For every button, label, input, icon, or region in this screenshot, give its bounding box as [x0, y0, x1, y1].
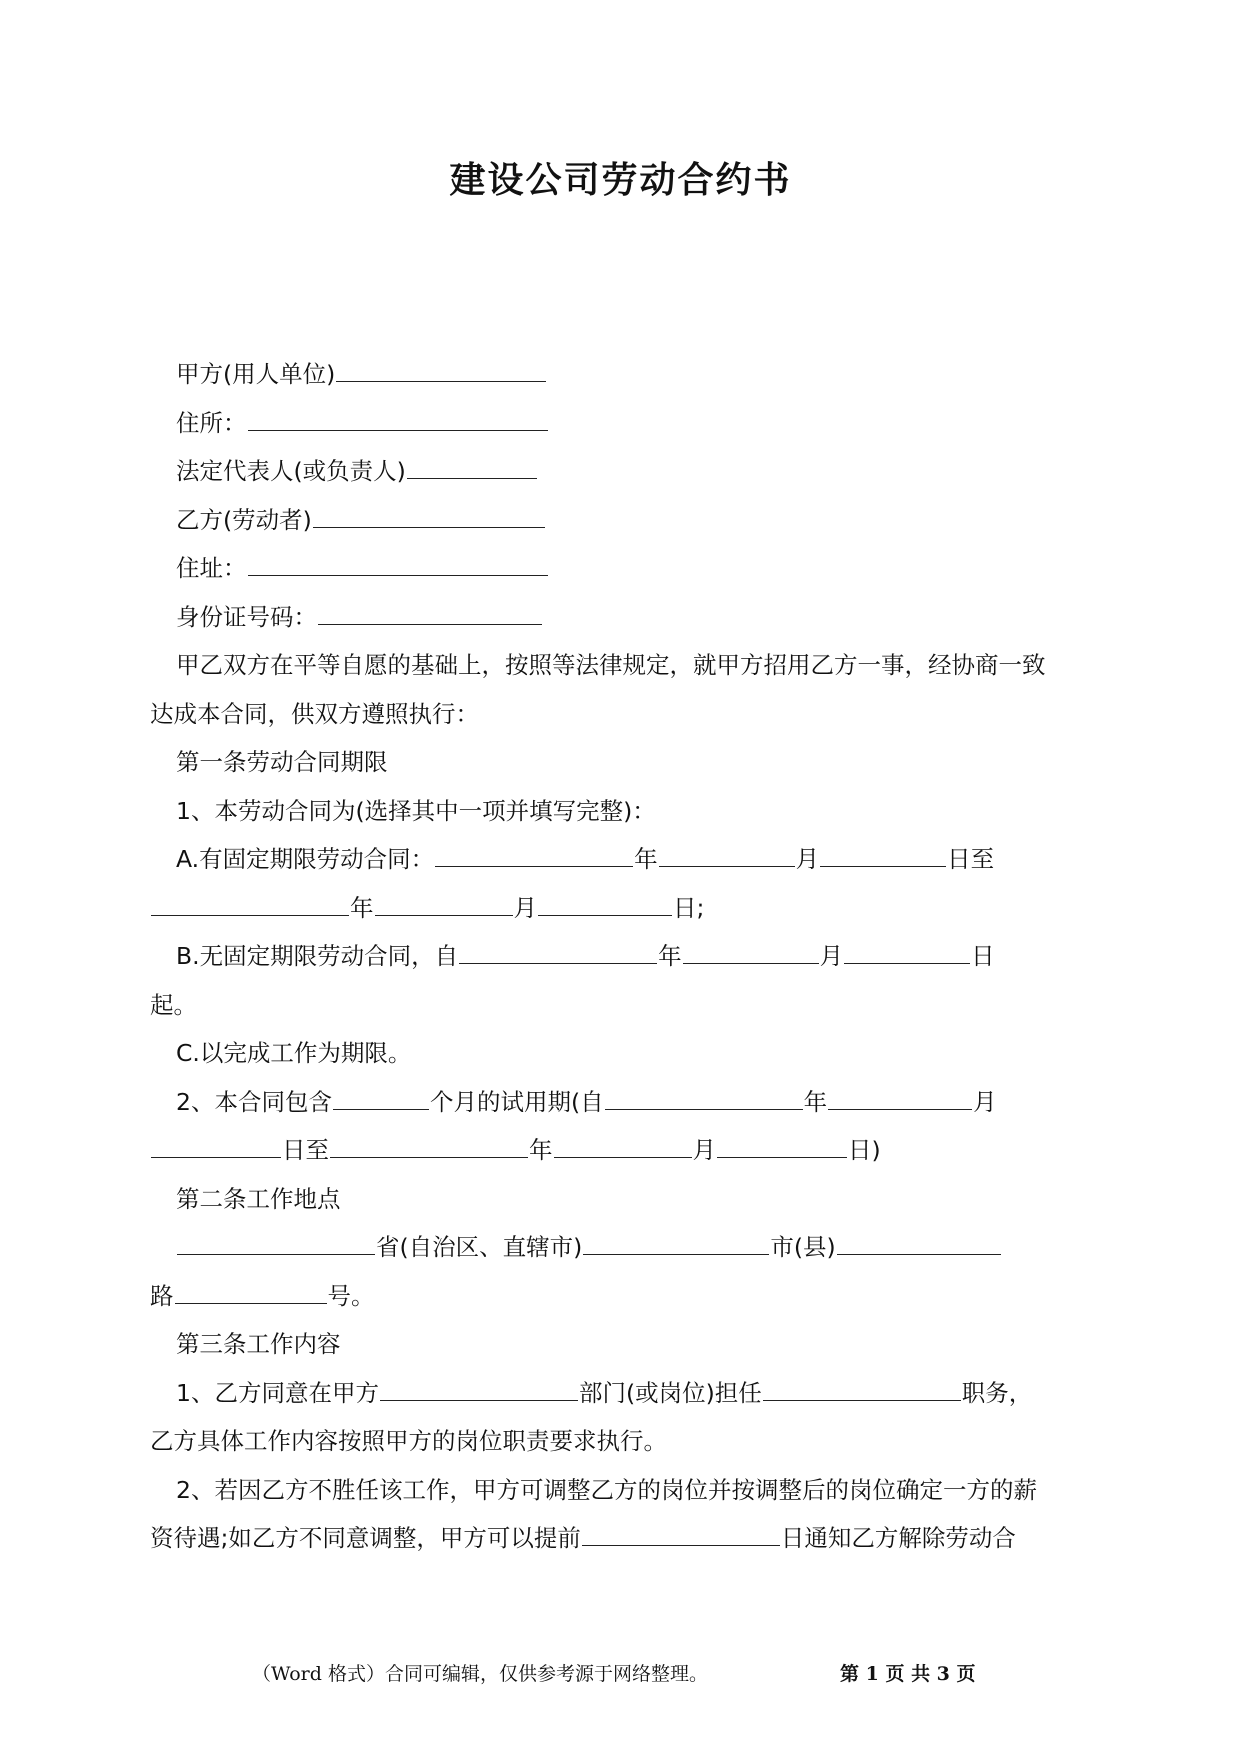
blank-field[interactable] — [459, 939, 657, 964]
workplace-line-1 — [150, 1223, 1090, 1272]
blank-field[interactable] — [583, 1230, 769, 1255]
blank-field[interactable] — [380, 1376, 578, 1401]
footer-note: （Word 格式）合同可编辑，仅供参考源于网络整理。 — [252, 1663, 708, 1685]
blank-field[interactable] — [336, 357, 546, 382]
blank-field[interactable] — [248, 406, 548, 431]
residence-label: 住址： — [176, 554, 247, 582]
blank-field[interactable] — [554, 1133, 692, 1158]
month-label: 月 — [795, 845, 820, 873]
party-a-line — [150, 350, 1090, 399]
position-label: 部门(或岗位)担任 — [578, 1378, 762, 1407]
page-number: 第 1 页 共 3 页 — [840, 1663, 976, 1685]
blank-field[interactable] — [582, 1521, 780, 1546]
blank-field[interactable] — [330, 1133, 528, 1158]
blank-field[interactable] — [820, 842, 946, 867]
article-1-heading: 第一条劳动合同期限 — [176, 748, 388, 776]
month-label: 月 — [819, 942, 844, 970]
notice-suffix-label: 日通知乙方解除劳动合 — [780, 1524, 1016, 1552]
probation-line-1 — [150, 1078, 1090, 1127]
blank-field[interactable] — [151, 891, 349, 916]
year-label: 年 — [634, 845, 658, 873]
month-label: 月 — [692, 1136, 716, 1164]
blank-field[interactable] — [837, 1230, 1001, 1255]
department-prefix-label: 1、乙方同意在甲方 — [176, 1378, 379, 1407]
road-label: 路 — [150, 1281, 174, 1310]
blank-field[interactable] — [375, 891, 513, 916]
probation-from-label: 个月的试用期(自 — [429, 1087, 604, 1116]
day-to-label: 日至 — [947, 845, 995, 873]
probation-label: 2、本合同包含 — [176, 1087, 332, 1116]
option-a-label: A.有固定期限劳动合同： — [176, 845, 435, 873]
document-title: 建设公司劳动合约书 — [449, 159, 792, 201]
duty-label: 职务， — [961, 1378, 1033, 1407]
article-1-clause-1: 1、本劳动合同为(选择其中一项并填写完整)： — [176, 796, 656, 825]
blank-field[interactable] — [313, 503, 545, 528]
id-number-line — [150, 593, 1090, 642]
option-b-label: B.无固定期限劳动合同，自 — [176, 942, 459, 970]
probation-line-2 — [150, 1126, 1090, 1175]
blank-field[interactable] — [538, 891, 672, 916]
year-label: 年 — [658, 942, 682, 970]
workplace-line-2 — [150, 1272, 1090, 1321]
year-label: 年 — [350, 893, 374, 922]
article-3-clause-2-line-2 — [150, 1514, 1090, 1563]
party-a-address-line — [150, 399, 1090, 448]
blank-field[interactable] — [659, 842, 795, 867]
blank-field[interactable] — [844, 939, 970, 964]
party-a-label: 甲方(用人单位) — [176, 360, 336, 388]
article-3-heading: 第三条工作内容 — [176, 1330, 341, 1358]
blank-field[interactable] — [717, 1133, 847, 1158]
blank-field[interactable] — [828, 1085, 972, 1110]
month-label: 月 — [973, 1087, 997, 1116]
option-b-line-2: 起。 — [150, 990, 197, 1019]
blank-field[interactable] — [683, 939, 819, 964]
option-a-line-2 — [150, 884, 1090, 933]
article-3-clause-1-line-1 — [150, 1369, 1090, 1418]
party-b-address-line — [150, 544, 1090, 593]
month-label: 月 — [513, 893, 537, 922]
blank-field[interactable] — [763, 1376, 961, 1401]
year-label: 年 — [803, 1087, 828, 1116]
address-label: 住所： — [176, 408, 247, 437]
blank-field[interactable] — [407, 454, 537, 479]
option-a-line-1 — [150, 835, 1090, 884]
notice-prefix-label: 资待遇;如乙方不同意调整，甲方可以提前 — [150, 1524, 581, 1552]
year-label: 年 — [529, 1136, 553, 1164]
blank-field[interactable] — [151, 1133, 281, 1158]
blank-field[interactable] — [175, 1279, 327, 1304]
legal-rep-label: 法定代表人(或负责人) — [176, 457, 406, 485]
city-label: 市(县) — [770, 1233, 836, 1261]
blank-field[interactable] — [605, 1085, 803, 1110]
article-2-heading: 第二条工作地点 — [176, 1184, 341, 1213]
party-b-line — [150, 496, 1090, 545]
option-c-line: C.以完成工作为期限。 — [176, 1039, 412, 1067]
number-label: 号。 — [327, 1281, 375, 1310]
blank-field[interactable] — [177, 1230, 375, 1255]
page-footer — [0, 1661, 1241, 1687]
article-3-clause-1-line-2: 乙方具体工作内容按照甲方的岗位职责要求执行。 — [150, 1427, 667, 1455]
article-3-clause-2-line-1: 2、若因乙方不胜任该工作，甲方可调整乙方的岗位并按调整后的岗位确定一方的薪 — [176, 1475, 1037, 1504]
party-b-label: 乙方(劳动者) — [176, 505, 312, 534]
blank-field[interactable] — [435, 842, 633, 867]
day-to-label: 日至 — [282, 1136, 329, 1164]
preamble-line-2: 达成本合同，供双方遵照执行： — [150, 699, 479, 728]
blank-field[interactable] — [318, 600, 542, 625]
document-body — [150, 350, 1090, 1563]
blank-field[interactable] — [248, 551, 548, 576]
day-label: 日 — [971, 942, 995, 970]
option-b-line-1 — [150, 932, 1090, 981]
day-label: 日) — [848, 1136, 881, 1164]
legal-rep-line — [150, 447, 1090, 496]
preamble-line-1: 甲乙双方在平等自愿的基础上，按照等法律规定，就甲方招用乙方一事，经协商一致 — [176, 651, 1046, 679]
blank-field[interactable] — [333, 1085, 429, 1110]
province-label: 省(自治区、直辖市) — [376, 1233, 583, 1261]
day-label: 日; — [673, 893, 705, 922]
id-number-label: 身份证号码： — [176, 602, 317, 631]
